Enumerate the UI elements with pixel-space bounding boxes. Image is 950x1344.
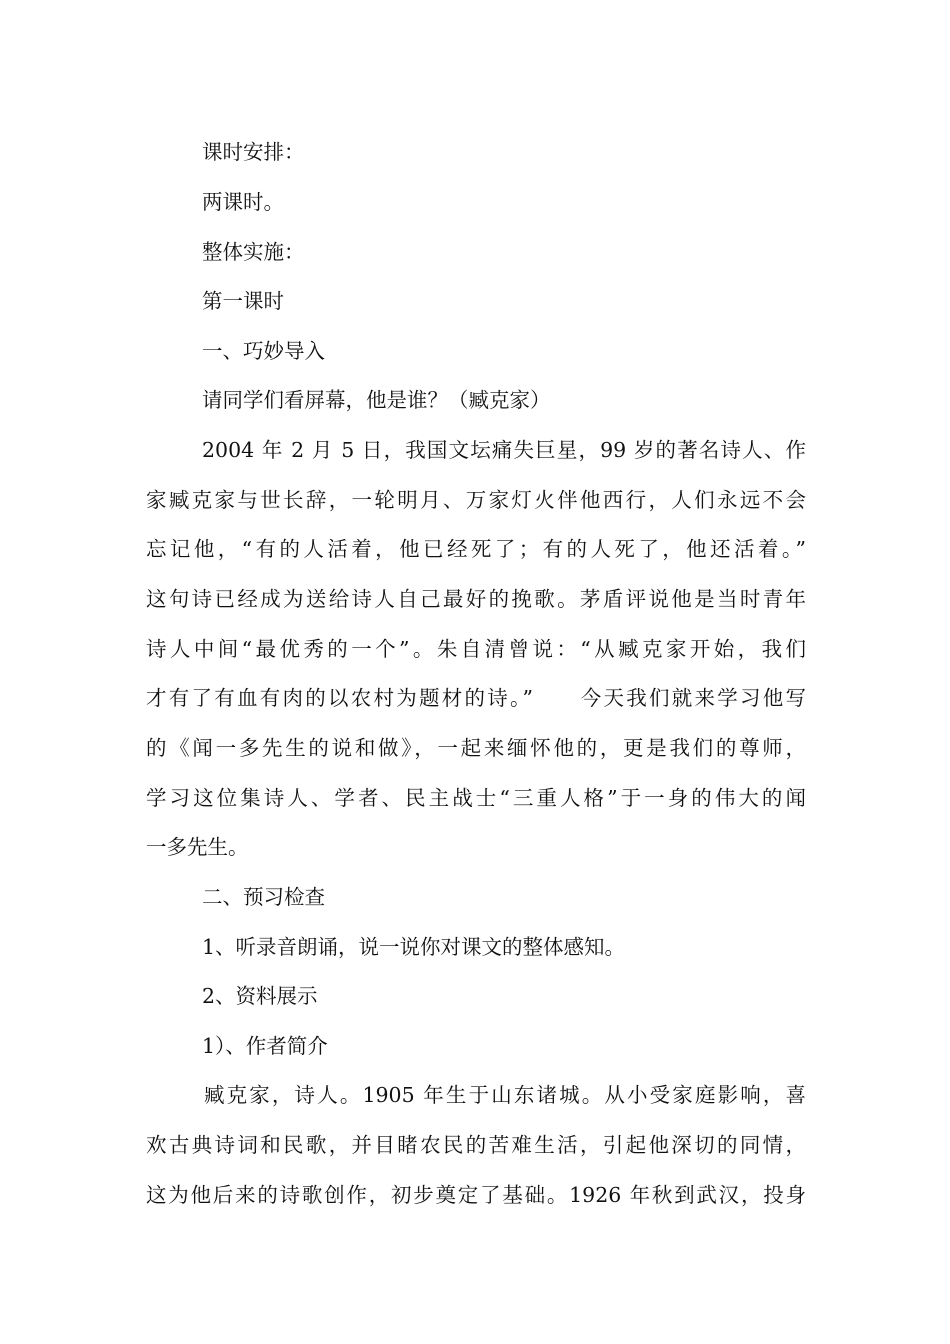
schedule-heading: 课时安排： bbox=[202, 140, 305, 164]
paragraph-line: 臧克家，诗人。1905 年生于山东诸城。从小受家庭影响，喜 bbox=[204, 1083, 806, 1107]
sub-item-one: 1）、作者简介 bbox=[202, 1034, 328, 1058]
paragraph-line: 这句诗已经成为送给诗人自己最好的挽歌。茅盾评说他是当时青年 bbox=[146, 587, 806, 611]
paragraph-line: 一多先生。 bbox=[146, 835, 249, 859]
section-two-heading: 二、预习检查 bbox=[202, 885, 325, 909]
paragraph-line: 这为他后来的诗歌创作，初步奠定了基础。1926 年秋到武汉，投身 bbox=[146, 1183, 806, 1207]
item-two: 2、资料展示 bbox=[202, 984, 318, 1008]
paragraph-line: 忘记他，“有的人活着，他已经死了；有的人死了，他还活着。” bbox=[146, 537, 806, 561]
implementation-heading: 整体实施： bbox=[202, 240, 305, 264]
lesson-one-heading: 第一课时 bbox=[202, 289, 284, 313]
item-one: 1、听录音朗诵，说一说你对课文的整体感知。 bbox=[202, 935, 626, 959]
paragraph-line: 欢古典诗词和民歌，并目睹农民的苦难生活，引起他深切的同情， bbox=[146, 1133, 806, 1157]
paragraph-line: 的《闻一多先生的说和做》，一起来缅怀他的，更是我们的尊师， bbox=[146, 736, 806, 760]
paragraph-line: 家臧克家与世长辞，一轮明月、万家灯火伴他西行，人们永远不会 bbox=[146, 488, 806, 512]
intro-question: 请同学们看屏幕，他是谁？（臧克家） bbox=[202, 388, 551, 412]
section-one-heading: 一、巧妙导入 bbox=[202, 339, 325, 363]
paragraph-line: 学习这位集诗人、学者、民主战士“三重人格”于一身的伟大的闻 bbox=[146, 786, 806, 810]
paragraph-line: 诗人中间“最优秀的一个”。朱自清曾说：“从臧克家开始，我们 bbox=[146, 637, 806, 661]
schedule-value: 两课时。 bbox=[202, 190, 284, 214]
paragraph-line: 才有了有血有肉的以农村为题材的诗。” 今天我们就来学习他写 bbox=[146, 686, 806, 710]
paragraph-line: 2004 年 2 月 5 日，我国文坛痛失巨星，99 岁的著名诗人、作 bbox=[202, 438, 806, 462]
